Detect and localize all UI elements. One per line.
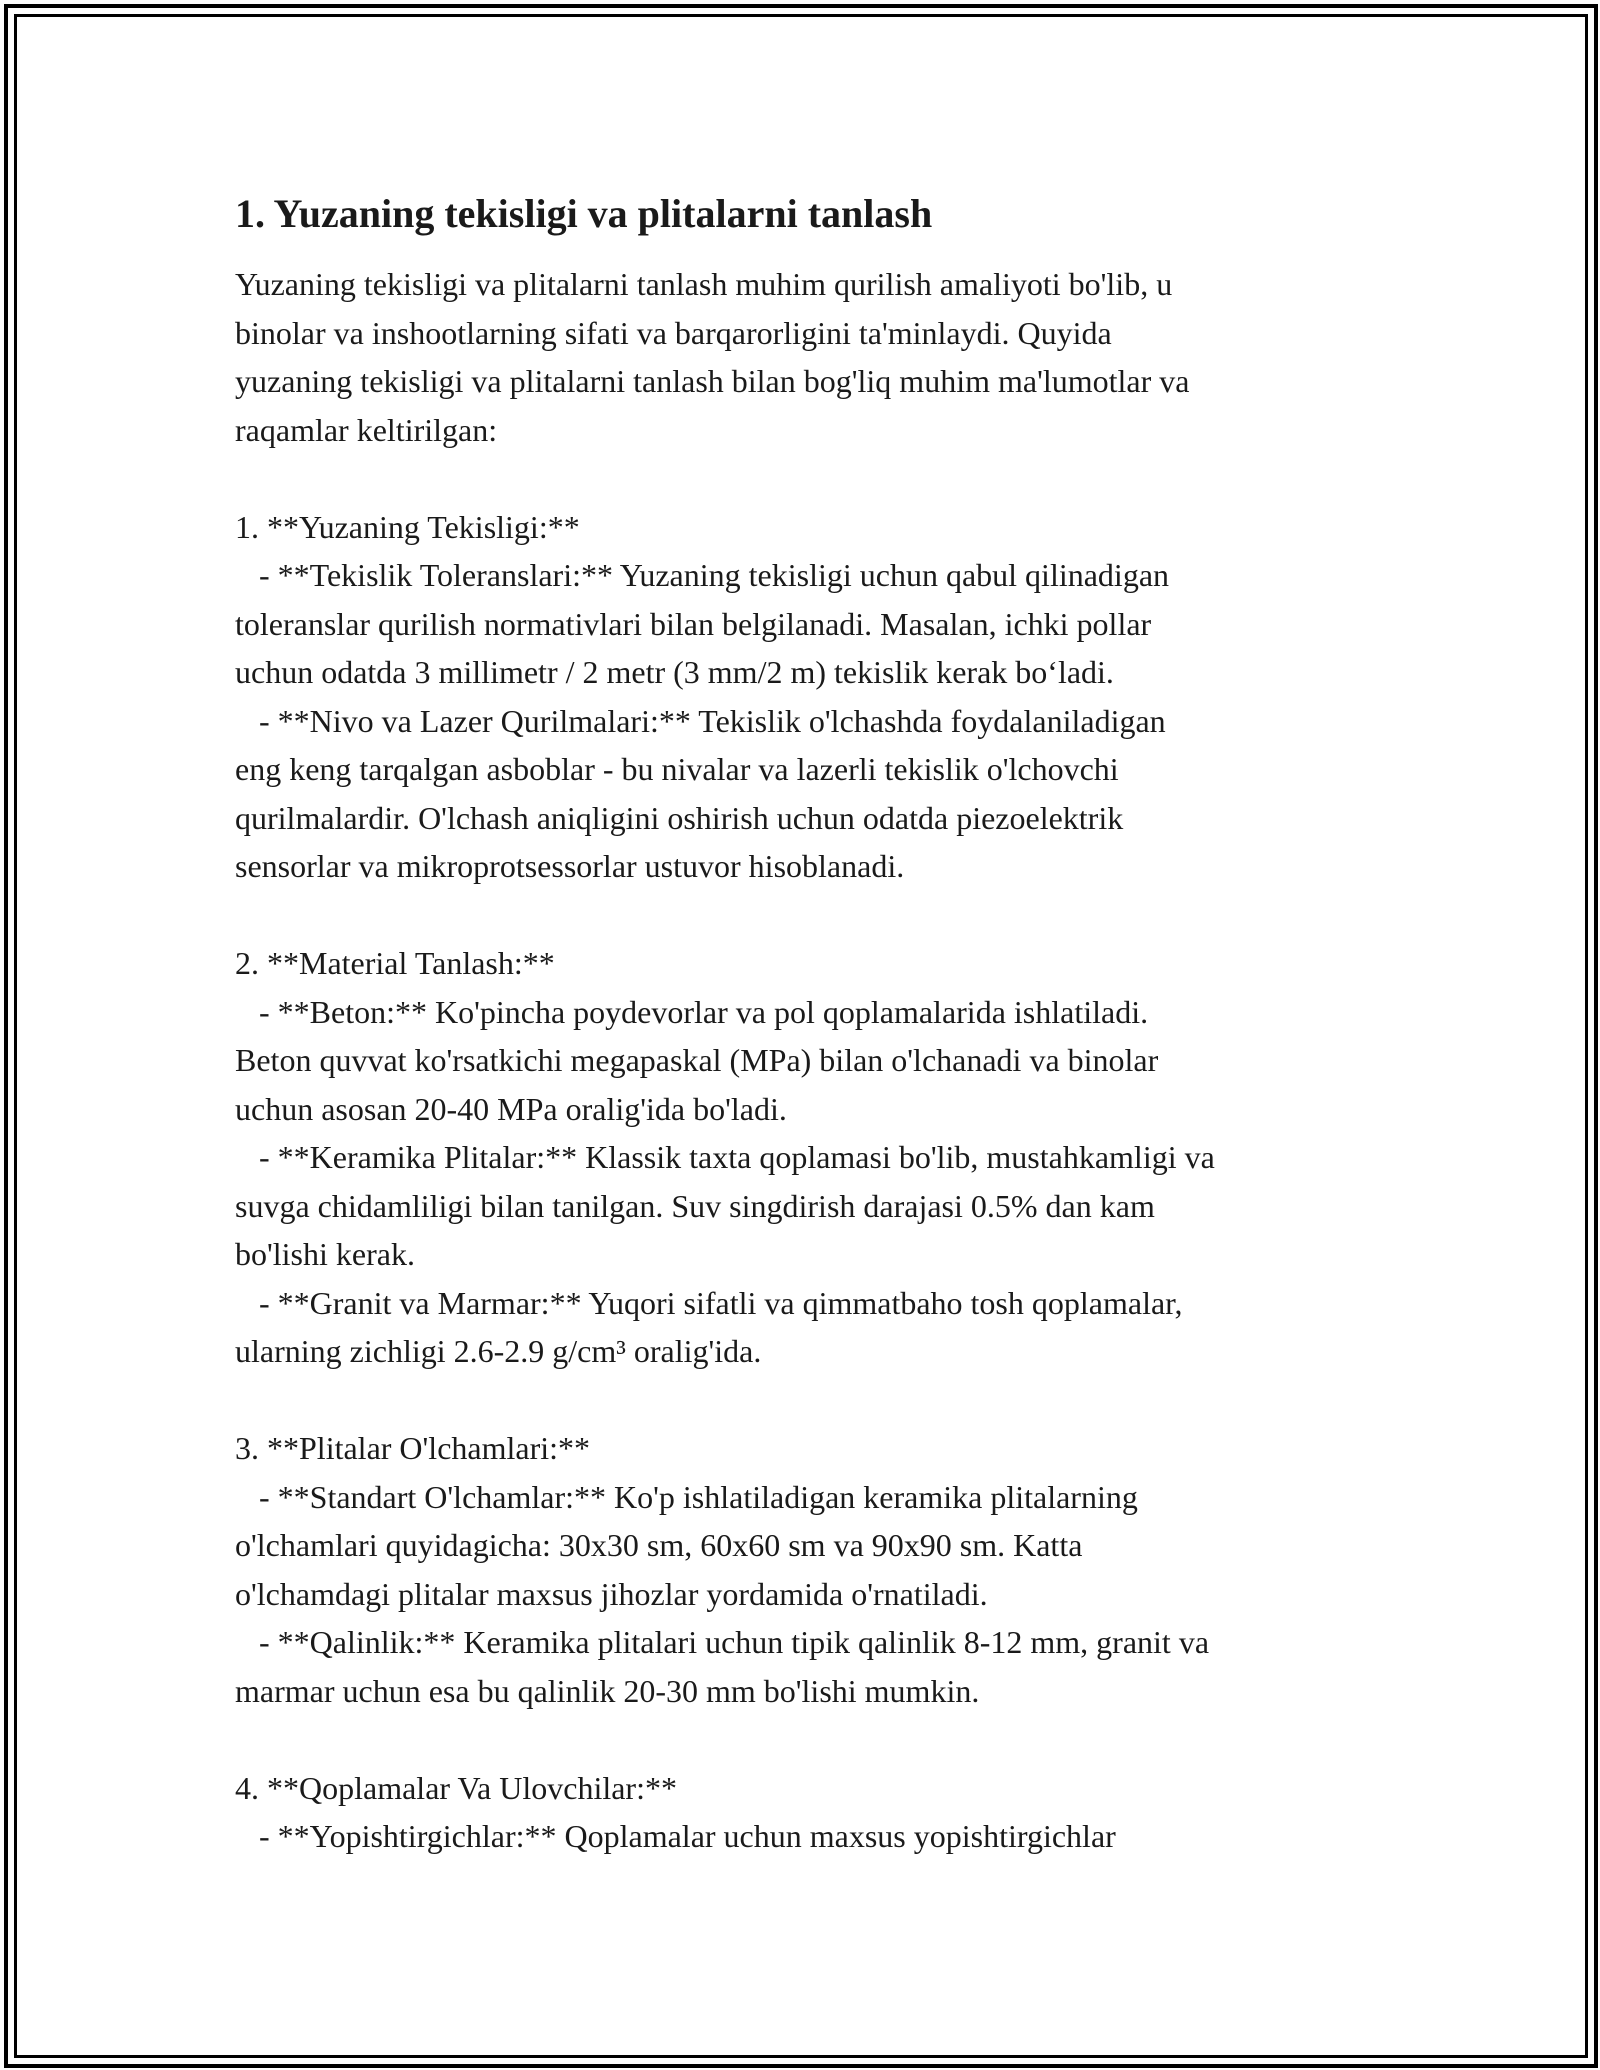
document-body: Yuzaning tekisligi va plitalarni tanlash muhim qurilish amaliyoti bo'lib, u binolar va inshootlarning sifati va barqarorligini ta'minlaydi. Quyida yuzaning tekisligi va plitalarni tanlash bilan bog'liq muhim ma'lumotlar va raqamlar keltirilgan: 1. **Yuzaning Tekisligi:** - **Tekislik Toleranslari:** Yuzaning tekisligi uchun qabul qilinadigan toleranslar qurilish normativlari bilan belgilanadi. Masalan, ichki pollar uchun odatda 3 millimetr / 2 metr (3 mm/2 m) tekislik kerak bo‘ladi. - **Nivo va Lazer Qurilmalari:** Tekislik o'lchashda foydalaniladigan eng keng tarqalgan asboblar - bu nivalar va lazerli tekislik o'lchovchi qurilmalardir. O'lchash aniqligini oshirish uchun odatda piezoelektrik sensorlar va mikroprotsessorlar ustuvor hisoblanadi. 2. **Material Tanlash:** - **Beton:** Ko'pincha poydevorlar va pol qoplamalarida ishlatiladi. Beton quvvat ko'rsatkichi megapaskal (MPa) bilan o'lchanadi va binolar uchun asosan 20-40 MPa oralig'ida bo'ladi. - **Keramika Plitalar:** Klassik taxta qoplamasi bo'lib, mustahkamligi va suvga chidamliligi bilan tanilgan. Suv singdirish darajasi 0.5% dan kam bo'lishi kerak. - **Granit va Marmar:** Yuqori sifatli va qimmatbaho tosh qoplamalar, ularning zichligi 2.6-2.9 g/cm³ oralig'ida. 3. **Plitalar O'lchamlari:** - **Standart O'lchamlar:** Ko'p ishlatiladigan keramika plitalarning o'lchamlari quyidagicha: 30x30 sm, 60x60 sm va 90x90 sm. Katta o'lchamdagi plitalar maxsus jihozlar yordamida o'rnatiladi. - **Qalinlik:** Keramika plitalari uchun tipik qalinlik 8-12 mm, granit va marmar uchun esa bu qalinlik 20-30 mm bo'lishi mumkin. 4. **Qoplamalar Va Ulovchilar:** - **Yopishtirgichlar:** Qoplamalar uchun maxsus yopishtirgichlar <box>235 266 1215 1854</box>
document-heading: 1. Yuzaning tekisligi va plitalarni tanlash <box>235 191 933 236</box>
document-content <box>235 188 1375 1861</box>
